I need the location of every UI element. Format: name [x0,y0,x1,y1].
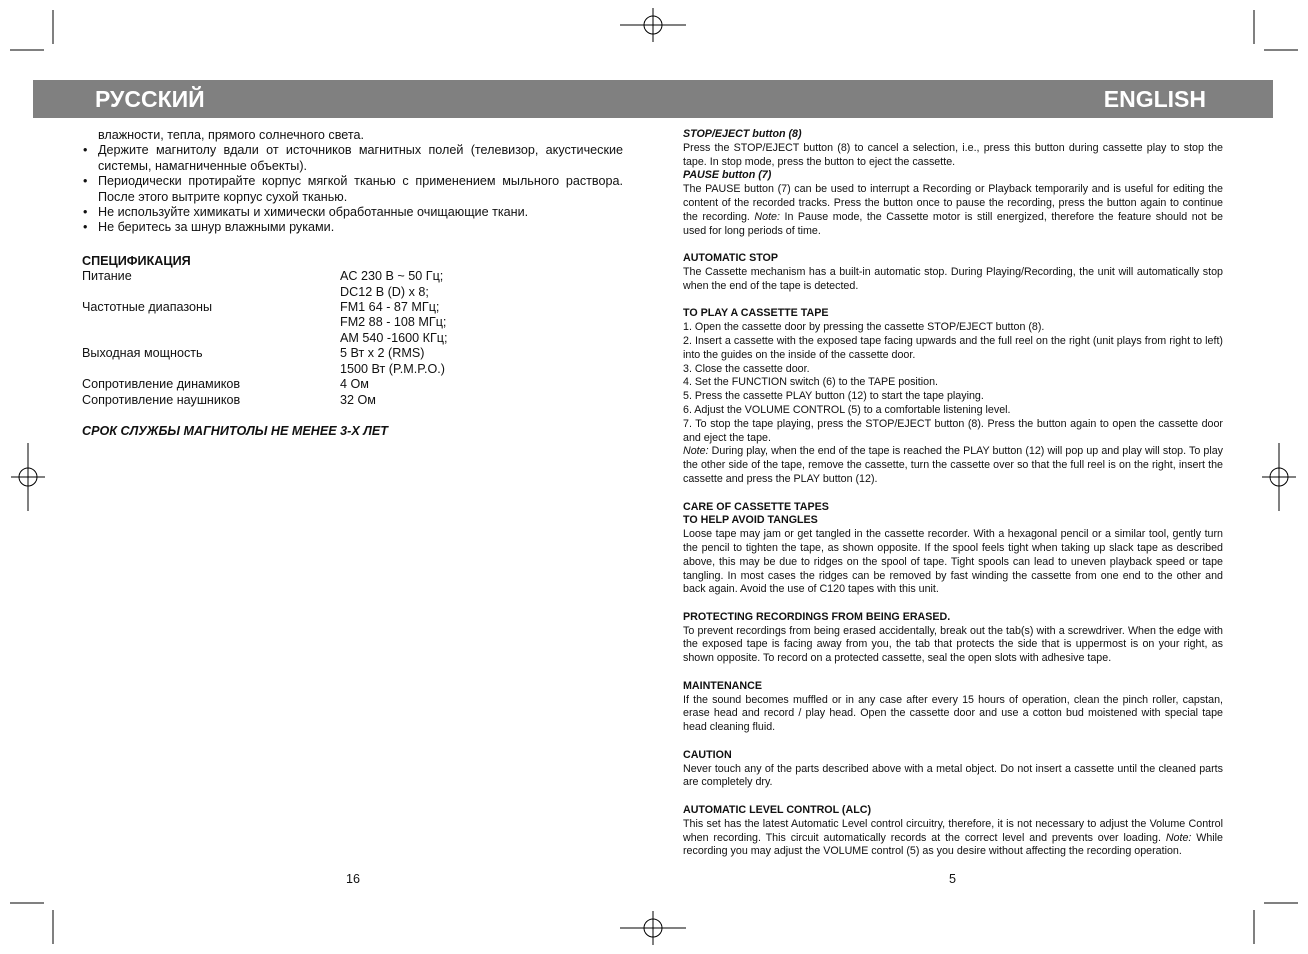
header-title-russian: РУССКИЙ [95,86,205,112]
note-text: During play, when the end of the tape is reached the PLAY button (12) will pop up and play will stop. To play the other side of the tape, remove the cassette, turn the cassette over so that the full reel is on the right, insert the cassette and press the PLAY button (12). [683,445,1223,485]
section-care-of-tapes [683,501,1223,598]
note-label: Note: [754,210,780,223]
section-heading: AUTOMATIC STOP [683,252,779,265]
registration-mark-bottom [620,911,686,945]
section-maintenance [683,680,1223,735]
spec-label: Сопротивление динамиков [82,377,241,392]
note-label: Note: [1165,831,1192,844]
section-text: Press the STOP/EJECT button (8) to cancel a selection, i.e., press this button during cassette play to stop the tape. In stop mode, press the button to eject the cassette. [683,141,1223,168]
section-heading: CARE OF CASSETTE TAPES [683,500,829,513]
spec-label: Частотные диапазоны [82,300,213,315]
section-alc [683,804,1223,859]
header-title-english: ENGLISH [1103,86,1206,112]
section-heading: TO PLAY A CASSETTE TAPE [683,307,829,320]
spec-label: Сопротивление наушников [82,392,241,407]
play-note [683,445,1223,486]
spec-value: 4 Ом [340,377,369,392]
section-text: The Cassette mechanism has a built-in automatic stop. During Playing/Recording, the unit will automatically stop when the end of the tape is detected. [683,265,1223,292]
spec-row [82,377,623,392]
spec-row [82,346,623,361]
section-protecting-recordings [683,611,1223,666]
section-pause [683,169,1223,238]
section-heading: AUTOMATIC LEVEL CONTROL (ALC) [683,804,872,817]
section-heading: PAUSE button (7) [683,169,772,182]
service-life-note: СРОК СЛУЖБЫ МАГНИТОЛЫ НЕ МЕНЕЕ 3-Х ЛЕТ [82,423,388,438]
note-text: While recording you may adjust the VOLUME control (5) as you desire without affecting the recording operation. [683,831,1223,858]
section-text: To prevent recordings from being erased accidentally, break out the tab(s) with a screwdriver. When the edge with the exposed tape is facing away from you, the tab that protects the side that is uppermost is on your right, as shown opposite. To record on a protected cassette, seal the open slots with adhesive tape. [683,624,1223,665]
spec-row [82,331,623,346]
spec-label: Выходная мощность [82,346,203,361]
spec-label [82,315,340,330]
spec-value: 5 Вт x 2 (RMS) [340,346,425,361]
play-step: 6. Adjust the VOLUME CONTROL (5) to a comfortable listening level. [683,403,1011,416]
page-number-right: 5 [949,872,957,886]
pause-text: The PAUSE button (7) can be used to interrupt a Recording or Playback temporarily and is useful for editing the content of the recorded tracks. Press the button once to pause the recording, press the button again to continue the recording. [683,183,1223,223]
english-column [683,128,1223,859]
spec-label [82,331,340,346]
bullet-item: • Не беритесь за шнур влажными руками. [82,220,623,235]
spec-row [82,393,623,408]
intro-continuation: влажности, тепла, прямого солнечного света. [98,128,364,142]
spec-value: FM1 64 - 87 МГц; [340,300,440,315]
play-step: 4. Set the FUNCTION switch (6) to the TAPE position. [683,376,939,389]
registration-mark-right [1262,443,1296,511]
spec-value: 1500 Вт (P.M.P.O.) [340,361,445,376]
section-text [683,818,1223,859]
section-heading: CAUTION [683,748,732,761]
registration-mark-top [620,8,686,42]
play-step: 1. Open the cassette door by pressing the cassette STOP/EJECT button (8). [683,321,1045,334]
section-heading: MAINTENANCE [683,679,762,692]
bullet-item: • Периодически протирайте корпус мягкой тканью с применением мыльного раствора. После этого вытрите корпус сухой тканью. [82,174,623,205]
section-play-cassette [683,307,1223,486]
spec-row [82,300,623,315]
spec-table [82,269,623,408]
spec-label [82,362,340,377]
care-bullet-list [82,143,623,235]
alc-text: This set has the latest Automatic Level control circuitry, therefore, it is not necessary to adjust the Volume Control when recording. This circuit automatically records at the correct level and prevents over loading. [683,817,1223,844]
bullet-item: • Не используйте химикаты и химически обработанные очищающие ткани. [82,205,623,220]
section-text: Never touch any of the parts described above with a metal object. Do not insert a cassette until the cleaned parts are completely dry. [683,762,1223,789]
russian-column [82,128,623,439]
spec-row [82,269,623,284]
play-step: 3. Close the cassette door. [683,362,810,375]
spec-label [82,285,340,300]
section-caution [683,749,1223,790]
spec-value: 32 Ом [340,392,376,407]
spec-row [82,315,623,330]
spec-title: СПЕЦИФИКАЦИЯ [82,253,191,268]
section-automatic-stop [683,252,1223,293]
section-text: If the sound becomes muffled or in any case after every 15 hours of operation, clean the pinch roller, capstan, erase head and record / play head. Open the cassette door and use a cotton bud moistened with special tape head cleaning fluid. [683,693,1223,734]
play-step: 2. Insert a cassette with the exposed tape facing upwards and the full reel on the right (unit plays from right to left) into the guides on the inside of the cassette door. [683,334,1223,361]
page-number-left: 16 [346,872,361,886]
spec-value: AC 230 В ~ 50 Гц; [340,269,444,284]
note-label: Note: [683,445,709,458]
spec-value: AM 540 -1600 КГц; [340,330,448,345]
spec-row [82,362,623,377]
section-heading: STOP/EJECT button (8) [683,128,802,140]
section-text: Loose tape may jam or get tangled in the cassette recorder. With a hexagonal pencil or a similar tool, gently turn the pencil to tighten the tape, as shown opposite. If the spool feels tight when taking up slack tape as described above, this may be due to ridges on the spool of tape. Tight spools can lead to uneven playback speed or tape tangling. In most cases the ridges can be removed by fast winding the cassette from one end to the other and back again. Avoid the use of C120 tapes with this unit. [683,528,1223,596]
section-heading: PROTECTING RECORDINGS FROM BEING ERASED. [683,610,951,623]
header-band [33,80,1273,118]
play-step: 5. Press the cassette PLAY button (12) to start the tape playing. [683,390,984,403]
registration-mark-left [11,443,45,511]
spec-value: FM2 88 - 108 МГц; [340,315,447,330]
spec-label: Питание [82,269,132,284]
note-text: In Pause mode, the Cassette motor is still energized, therefore the feature should not be used for long periods of time. [683,210,1223,237]
spec-value: DC12 В (D) x 8; [340,284,429,299]
section-subheading: TO HELP AVOID TANGLES [683,514,818,527]
section-text [683,183,1223,238]
play-step: 7. To stop the tape playing, press the STOP/EJECT button (8). Press the button again to open the cassette door and eject the tape. [683,417,1223,444]
spec-row [82,285,623,300]
bullet-item: • Держите магнитолу вдали от источников магнитных полей (телевизор, акустические системы, намагниченные объекты). [82,143,623,174]
section-stop-eject [683,128,1223,169]
